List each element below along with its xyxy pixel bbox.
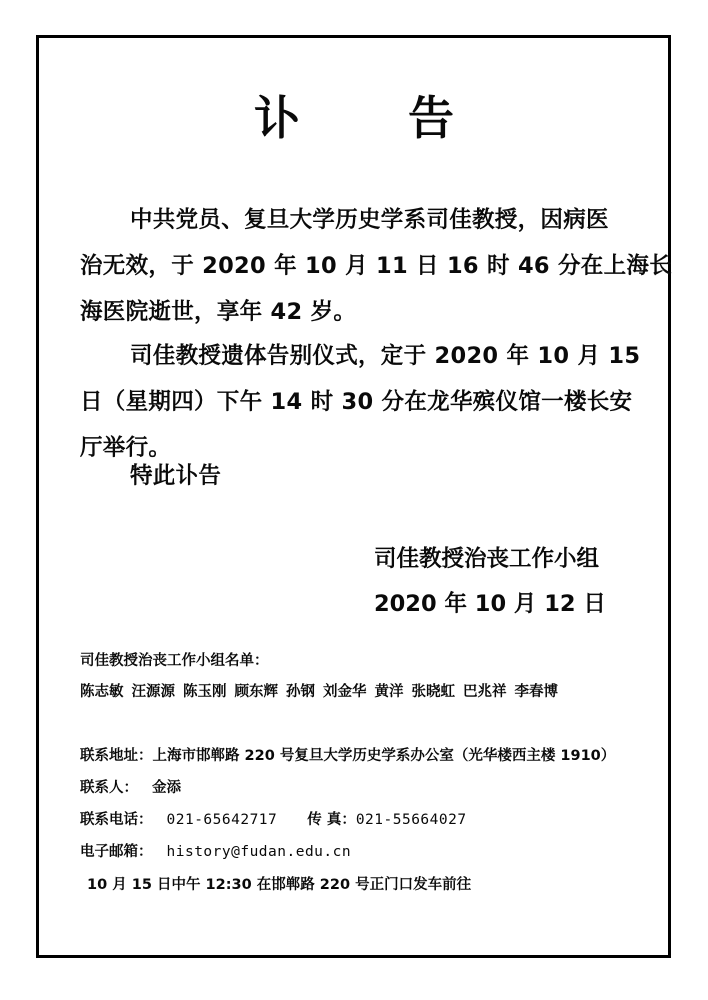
paragraph1-line3: 海医院逝世，享年 42 岁。 <box>80 299 357 325</box>
paragraph1-line2: 治无效，于 2020 年 10 月 11 日 16 时 46 分在上海长 <box>80 253 672 279</box>
committee-member: 黄洋 <box>374 684 404 700</box>
paragraph2-line1: 司佳教授遗体告别仪式，定于 2020 年 10 月 15 <box>130 343 641 369</box>
phone-value: 021-65642717 <box>166 812 278 828</box>
committee-member: 陈志敏 <box>80 684 124 700</box>
committee-member: 陈玉刚 <box>183 684 227 700</box>
address-label: 联系地址： <box>80 748 153 764</box>
fax-value: 021-55664027 <box>355 812 467 828</box>
contact-phone <box>80 809 467 831</box>
committee-member: 张晓虹 <box>411 684 455 700</box>
committee-member: 巴兆祥 <box>463 684 507 700</box>
committee-member: 孙钢 <box>286 684 315 700</box>
notice-title: 讣 告 <box>253 91 500 145</box>
person-value: 金添 <box>152 780 181 796</box>
fax-label: 传 真： <box>307 812 356 828</box>
committee-member: 李春博 <box>514 684 558 700</box>
paragraph1-line1: 中共党员、复旦大学历史学系司佳教授，因病医 <box>130 207 609 233</box>
committee-heading: 司佳教授治丧工作小组名单： <box>80 653 269 669</box>
person-label: 联系人： <box>80 780 138 796</box>
paragraph2-line2: 日（星期四）下午 14 时 30 分在龙华殡仪馆一楼长安 <box>80 389 633 415</box>
contact-address <box>80 745 615 767</box>
contact-email <box>80 841 351 863</box>
signature-organization: 司佳教授治丧工作小组 <box>374 546 600 572</box>
committee-member: 刘金华 <box>323 684 367 700</box>
committee-members <box>80 681 566 703</box>
contact-person <box>80 777 181 799</box>
committee-member: 顾东辉 <box>234 684 278 700</box>
signature-date: 2020 年 10 月 12 日 <box>374 591 606 617</box>
paragraph2-line3: 厅举行。 <box>80 435 172 461</box>
bus-departure-note: 10 月 15 日中午 12:30 在邯郸路 220 号正门口发车前往 <box>87 877 472 893</box>
closing-text: 特此讣告 <box>130 463 222 489</box>
email-value: history@fudan.edu.cn <box>166 844 352 860</box>
phone-label: 联系电话： <box>80 812 153 828</box>
committee-member: 汪源源 <box>131 684 175 700</box>
email-label: 电子邮箱： <box>80 844 153 860</box>
address-value: 上海市邯郸路 220 号复旦大学历史学系办公室（光华楼西主楼 1910） <box>152 748 616 764</box>
